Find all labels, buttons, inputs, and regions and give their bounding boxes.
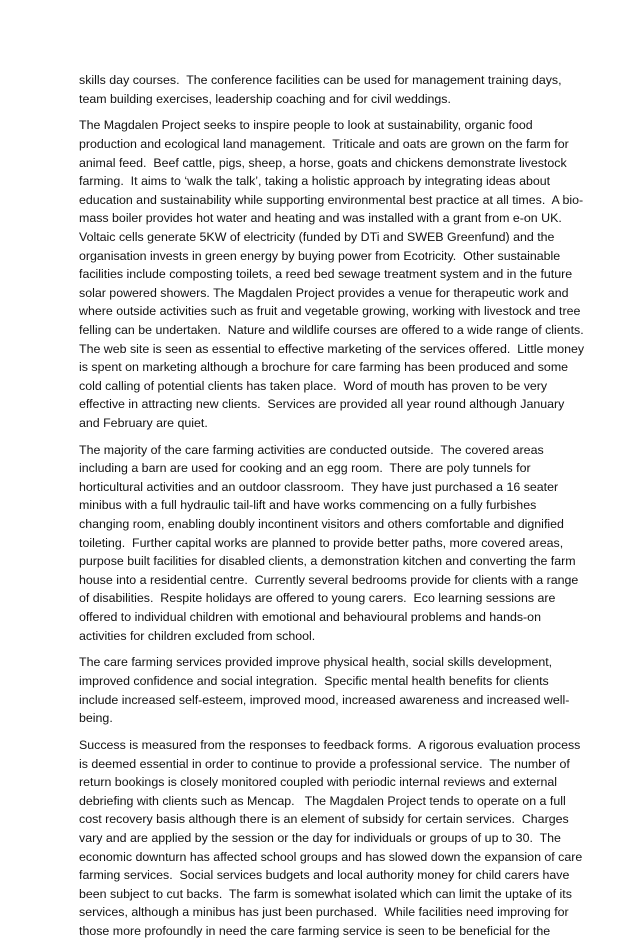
text-line: felling can be undertaken. Nature and wildlife courses are offered to a wide range of clients. <box>79 322 584 337</box>
text-line: return bookings is closely monitored coupled with periodic internal reviews and external <box>79 775 557 790</box>
text-line: purpose built facilities for disabled clients, a demonstration kitchen and converting the farm <box>79 554 576 569</box>
text-line: being. <box>79 711 113 726</box>
text-line: where outside activities such as fruit and vegetable growing, working with livestock and tree <box>79 304 581 319</box>
text-line: The web site is seen as essential to effective marketing of the services offered. Little money <box>79 341 585 356</box>
text-line: solar powered showers. The Magdalen Project provides a venue for therapeutic work and <box>79 285 569 300</box>
paragraph-health-benefits <box>79 653 570 727</box>
text-line: The care farming services provided improve physical health, social skills development, <box>79 655 553 670</box>
text-line: farming services. Social services budgets and local authority money for child carers have <box>79 868 570 883</box>
text-line: improved confidence and social integration. Specific mental health benefits for clients <box>79 673 549 688</box>
text-line: cold calling of potential clients has taken place. Word of mouth has proven to be very <box>79 378 548 393</box>
text-line: minibus with a full hydraulic tail-lift and have works commencing on a fully furbishes <box>79 498 537 513</box>
text-line: The majority of the care farming activities are conducted outside. The covered areas <box>79 442 544 457</box>
text-line: is spent on marketing although a brochure for care farming has been produced and some <box>79 360 569 375</box>
text-line: including a barn are used for cooking and an egg room. There are poly tunnels for <box>79 461 531 476</box>
text-line: toileting. Further capital works are planned to provide better paths, more covered areas, <box>79 535 564 550</box>
text-line: Voltaic cells generate 5KW of electricity (funded by DTi and SWEB Greenfund) and the <box>79 229 555 244</box>
text-line: organisation invests in green energy by buying power from Ecotricity. Other sustainable <box>79 248 561 263</box>
paragraph-success-measurement <box>79 736 583 941</box>
text-line: vary and are applied by the session or the day for individuals or groups of up to 30. The <box>79 830 561 845</box>
text-line: those more profoundly in need the care farming service is seen to be beneficial for the <box>79 923 551 938</box>
text-line: changing room, enabling doubly incontinent visitors and others comfortable and dignified <box>79 517 564 532</box>
text-line: and February are quiet. <box>79 415 208 430</box>
paragraph-conference-facilities <box>79 71 563 108</box>
text-line: facilities include composting toilets, a reed bed sewage treatment system and in the future <box>79 267 573 282</box>
text-line: services, although a minibus has just been purchased. While facilities need improving for <box>79 905 569 920</box>
text-line: team building exercises, leadership coaching and for civil weddings. <box>79 91 451 106</box>
text-line: is deemed essential in order to continue to provide a professional service. The number of <box>79 756 570 771</box>
paragraph-sustainability <box>79 116 585 432</box>
text-line: of disabilities. Respite holidays are offered to young carers. Eco learning sessions are <box>79 591 556 606</box>
text-line: horticultural activities and an outdoor classroom. They have just purchased a 16 seater <box>79 479 559 494</box>
text-line: include increased self-esteem, improved mood, increased awareness and increased well- <box>79 692 570 707</box>
document-body <box>79 71 585 949</box>
text-line: farming. It aims to ‘walk the talk’, taking a holistic approach by integrating ideas about <box>79 174 551 189</box>
text-line: been subject to cut backs. The farm is somewhat isolated which can limit the uptake of its <box>79 886 572 901</box>
text-line: activities for children excluded from school. <box>79 628 316 643</box>
text-line: animal feed. Beef cattle, pigs, sheep, a horse, goats and chickens demonstrate livestock <box>79 155 567 170</box>
text-line: cost recovery basis although there is an element of subsidy for certain services. Charges <box>79 812 569 827</box>
text-line: Success is measured from the responses to feedback forms. A rigorous evaluation process <box>79 737 581 752</box>
text-line: The Magdalen Project seeks to inspire people to look at sustainability, organic food <box>79 118 533 133</box>
text-line: offered to individual children with emotional and behavioural problems and hands-on <box>79 610 541 624</box>
text-line: skills day courses. The conference facilities can be used for management training days, <box>79 73 562 87</box>
text-line: education and sustainability while supporting environmental best practice at all times. A bio- <box>79 192 584 207</box>
text-line: house into a residential centre. Currently several bedrooms provide for clients with a range <box>79 572 579 587</box>
text-line: economic downturn has affected school groups and has slowed down the expansion of care <box>79 849 583 864</box>
text-line: debriefing with clients such as Mencap. The Magdalen Project tends to operate on a full <box>79 793 566 808</box>
paragraph-care-farming-activities <box>79 441 579 646</box>
text-line: mass boiler provides hot water and heating and was installed with a grant from e-on UK. <box>79 211 562 226</box>
text-line: effective in attracting new clients. Services are provided all year round although January <box>79 397 565 412</box>
text-line: production and ecological land management. Triticale and oats are grown on the farm for <box>79 136 569 151</box>
